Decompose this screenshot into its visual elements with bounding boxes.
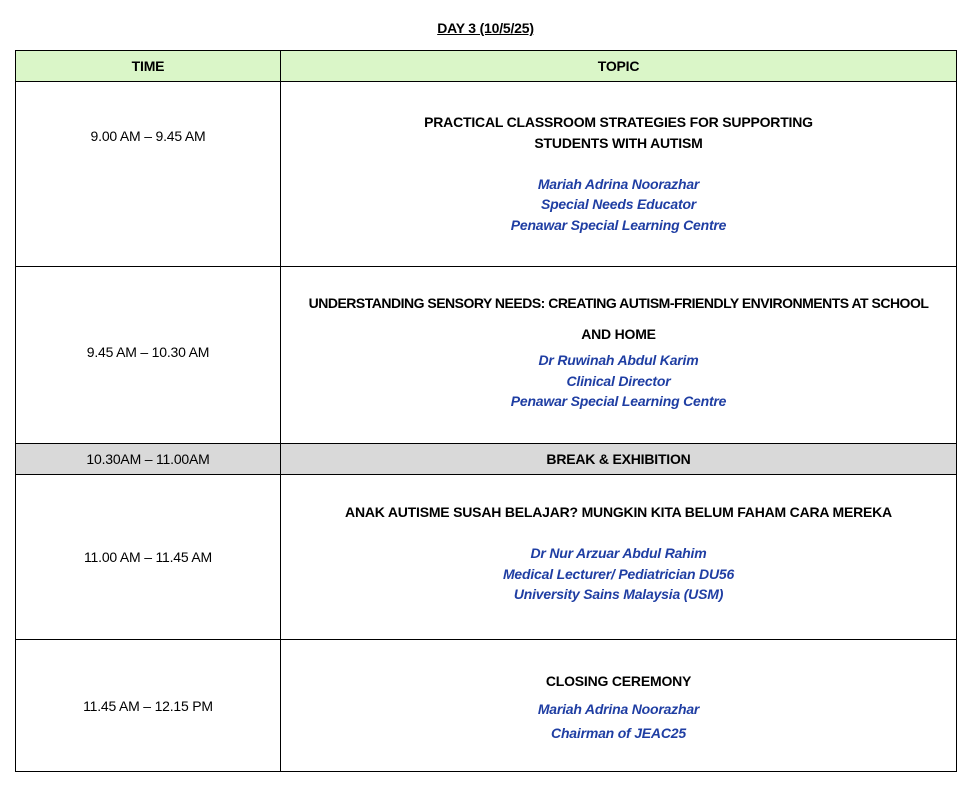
speaker-name: Mariah Adrina Noorazhar [537, 175, 700, 192]
break-topic: BREAK & EXHIBITION [281, 444, 957, 475]
break-time: 10.30AM – 11.00AM [16, 444, 281, 475]
table-row [16, 475, 957, 640]
session-topic [281, 475, 957, 640]
session-topic [281, 267, 957, 444]
session-time: 9.00 AM – 9.45 AM [16, 82, 281, 267]
speaker-organization: Penawar Special Learning Centre [510, 393, 727, 410]
speaker-name: Mariah Adrina Noorazhar [537, 701, 700, 717]
speaker-role: Chairman of JEAC25 [551, 725, 686, 741]
session-topic [281, 82, 957, 267]
session-time: 11.45 AM – 12.15 PM [16, 640, 281, 772]
topic-title-line: AND HOME [581, 326, 656, 343]
speaker-role: Medical Lecturer/ Pediatrician DU56 [502, 565, 735, 582]
header-row [16, 51, 957, 82]
break-row [16, 444, 957, 475]
session-time: 11.00 AM – 11.45 AM [16, 475, 281, 640]
topic-title-line: ANAK AUTISME SUSAH BELAJAR? MUNGKIN KITA BELUM FAHAM CARA MEREKA [345, 504, 892, 521]
session-topic [281, 640, 957, 772]
topic-header: TOPIC [281, 51, 957, 82]
speaker-organization: University Sains Malaysia (USM) [513, 586, 724, 603]
day-title: DAY 3 (10/5/25) [437, 20, 534, 36]
speaker-role: Clinical Director [566, 372, 671, 389]
table-row [16, 82, 957, 267]
table-row [16, 640, 957, 772]
topic-title-line: UNDERSTANDING SENSORY NEEDS: CREATING AUTISM-FRIENDLY ENVIRONMENTS AT SCHOOL [308, 295, 929, 312]
speaker-organization: Penawar Special Learning Centre [510, 216, 727, 233]
speaker-name: Dr Ruwinah Abdul Karim [538, 352, 699, 369]
session-time: 9.45 AM – 10.30 AM [16, 267, 281, 444]
schedule-table [15, 50, 957, 772]
speaker-role: Special Needs Educator [540, 196, 697, 213]
speaker-name: Dr Nur Arzuar Abdul Rahim [530, 545, 707, 562]
topic-title-line: PRACTICAL CLASSROOM STRATEGIES FOR SUPPORTING [424, 113, 813, 130]
topic-title-line: STUDENTS WITH AUTISM [534, 134, 703, 151]
topic-title-line: CLOSING CEREMONY [545, 673, 692, 689]
time-header: TIME [16, 51, 281, 82]
table-row [16, 267, 957, 444]
